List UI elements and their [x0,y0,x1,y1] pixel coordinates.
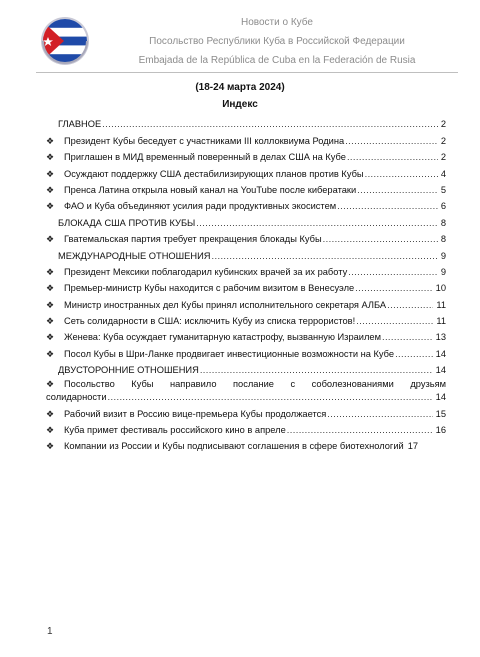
toc-page-number: 2 [440,152,446,163]
diamond-bullet-icon: ❖ [46,184,55,195]
toc-entry-title-continued: солидарности [46,392,107,403]
toc-leader-dots [345,136,438,147]
toc-entry-title: Гватемальская партия требует прекращения блокады Кубы [64,234,322,245]
toc-page-number: 2 [440,135,446,146]
diamond-bullet-icon: ❖ [46,234,55,245]
header-embassy-es: Embajada de la República de Cuba en la Federación de Rusia [138,55,416,66]
toc-section-title: МЕЖДУНАРОДНЫЕ ОТНОШЕНИЯ [58,250,211,261]
toc-section-title: ГЛАВНОЕ [58,119,102,130]
toc-entry[interactable] [46,130,446,146]
diamond-bullet-icon: ❖ [46,152,55,163]
diamond-bullet-icon: ❖ [46,201,55,212]
toc-entry-title: Женева: Куба осуждает гуманитарную катастрофу, вызванную Израилем [64,332,381,343]
cuban-flag-circle-icon [40,16,90,66]
toc-entry[interactable] [46,343,446,359]
toc-entry-title: Сеть солидарности в США: исключить Кубу из списка террористов! [64,316,356,327]
toc-page-number: 17 [407,441,419,452]
toc-page-number: 15 [435,408,446,419]
toc-leader-dots [196,218,438,229]
diamond-bullet-icon: ❖ [46,408,55,419]
diamond-bullet-icon: ❖ [46,441,55,452]
toc-entry[interactable] [46,262,446,278]
toc-leader-dots [347,152,438,163]
toc-page-number: 6 [440,201,446,212]
toc-entry-title: ФАО и Куба объединяют усилия ради продуктивных экосистем [64,201,337,212]
diamond-bullet-icon: ❖ [46,332,55,343]
date-range: (18-24 марта 2024) [195,82,285,93]
toc-entry-title: Премьер-министр Кубы находится с рабочим визитом в Венесуэле [64,283,355,294]
toc-leader-dots [348,267,438,278]
diamond-bullet-icon: ❖ [46,316,55,327]
diamond-bullet-icon: ❖ [46,266,55,277]
table-of-contents [46,114,446,452]
toc-page-number: 13 [435,332,446,343]
toc-section-title: БЛОКАДА США ПРОТИВ КУБЫ [58,217,196,228]
header-embassy-ru: Посольство Республики Куба в Российской Федерации [149,36,405,47]
toc-leader-dots [323,234,438,245]
toc-entry[interactable] [46,294,446,310]
toc-page-number: 10 [435,283,446,294]
toc-leader-dots [356,316,433,327]
toc-page-number: 8 [440,234,446,245]
diamond-bullet-icon: ❖ [46,299,55,310]
toc-leader-dots [200,365,433,376]
toc-entry[interactable] [46,147,446,163]
toc-section[interactable] [46,212,446,228]
toc-page-number: 5 [440,184,446,195]
toc-entry-title: Министр иностранных дел Кубы принял исполнительного секретаря АЛБА [64,299,387,310]
diamond-bullet-icon: ❖ [46,348,55,359]
page-header [36,8,458,73]
diamond-bullet-icon: ❖ [46,135,55,146]
toc-entry-title: Осуждают поддержку США дестабилизирующих планов против Кубы [64,168,364,179]
toc-leader-dots [327,409,432,420]
toc-page-number: 16 [435,425,446,436]
toc-page-number: 9 [440,266,446,277]
toc-entry-title: Президент Кубы беседует с участниками III коллоквиума Родина [64,135,345,146]
toc-entry[interactable] [46,278,446,294]
toc-entry-title: Приглашен в МИД временный поверенный в делах США на Кубе [64,152,346,163]
toc-leader-dots [357,185,438,196]
toc-leader-dots [382,332,433,343]
toc-entry-title: Посольство Кубы направило послание с соболезнованиями друзьям [64,379,446,390]
toc-entry[interactable] [46,403,446,419]
toc-entry-title: Пренса Латина открыла новый канал на YouTube после кибератаки [64,184,357,195]
toc-page-number: 4 [440,168,446,179]
toc-entry[interactable] [46,436,446,452]
toc-entry-title: Президент Мексики поблагодарил кубинских врачей за их работу [64,266,348,277]
toc-page-number: 14 [435,348,446,359]
toc-page-number: 14 [435,392,446,403]
toc-section[interactable] [46,245,446,261]
toc-leader-dots [102,119,438,130]
toc-page-number: 14 [435,365,446,376]
diamond-bullet-icon: ❖ [46,425,55,436]
diamond-bullet-icon: ❖ [46,379,55,390]
diamond-bullet-icon: ❖ [46,283,55,294]
toc-section[interactable] [46,360,446,376]
toc-page-number: 11 [436,316,446,327]
diamond-bullet-icon: ❖ [46,168,55,179]
toc-page-number: 8 [440,217,446,228]
toc-entry-title: Компании из России и Кубы подписывают соглашения в сфере биотехнологий [64,441,404,452]
index-title: Индекс [222,99,258,110]
toc-entry[interactable] [46,163,446,179]
toc-entry-title: Рабочий визит в Россию вице-премьера Кубы продолжается [64,408,327,419]
toc-leader-dots [287,425,433,436]
header-title: Новости о Кубе [241,17,313,28]
toc-leader-dots [365,169,438,180]
toc-entry[interactable] [46,311,446,327]
toc-entry[interactable] [46,327,446,343]
toc-entry-title: Посол Кубы в Шри-Ланке продвигает инвестиционные возможности на Кубе [64,348,395,359]
toc-leader-dots [387,300,433,311]
toc-page-number: 2 [440,119,446,130]
toc-entry[interactable] [46,376,446,403]
toc-page-number: 9 [440,250,446,261]
toc-page-number: 11 [436,299,446,310]
toc-entry-title: Куба примет фестиваль российского кино в апреле [64,425,286,436]
toc-leader-dots [337,201,438,212]
toc-leader-dots [355,283,432,294]
toc-entry[interactable] [46,196,446,212]
toc-entry[interactable] [46,229,446,245]
toc-leader-dots [212,251,438,262]
toc-leader-dots [108,392,433,403]
toc-section-title: ДВУСТОРОННИЕ ОТНОШЕНИЯ [58,365,199,376]
toc-leader-dots [395,349,433,360]
toc-entry[interactable] [46,420,446,436]
toc-section[interactable] [46,114,446,130]
toc-entry[interactable] [46,180,446,196]
page-number: 1 [47,626,53,637]
